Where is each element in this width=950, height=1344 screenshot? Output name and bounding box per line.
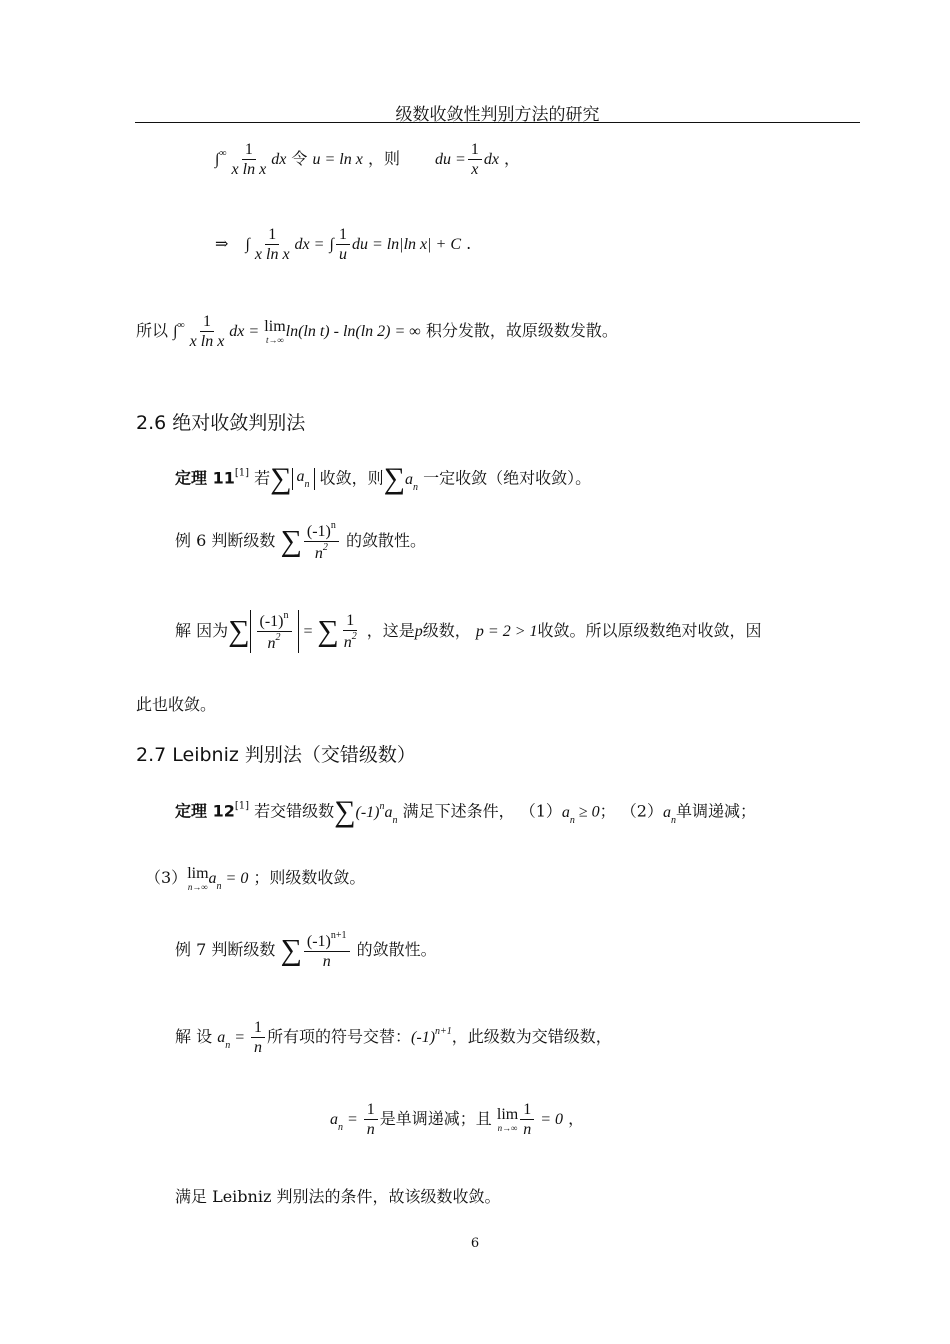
fraction-1-over-u: $\frac{1}{u}$ bbox=[336, 225, 350, 264]
p-condition: p = 2 > 1 bbox=[475, 623, 538, 641]
cond2-label: （2） bbox=[620, 801, 663, 821]
cond3: = 0 bbox=[225, 870, 249, 887]
comma: ， bbox=[504, 149, 521, 169]
substitution: u = ln x bbox=[312, 151, 363, 169]
example-7: 例 7 判断级数 ∑ $\frac{(-1)^{n+1}}{n}$ 的敛散性。 bbox=[175, 930, 437, 971]
series-term-7: $\frac{(-1)^{n+1}}{n}$ bbox=[304, 930, 350, 971]
limit-expression: ln(ln t) - ln(ln 2) = ∞ bbox=[285, 323, 421, 341]
solution-7-label: 解 bbox=[175, 1027, 192, 1047]
example-6: 例 6 判断级数 ∑ $\frac{(-1)^n}{n^2}$ 的敛散性。 bbox=[175, 520, 426, 563]
equation-divergence: 所以 ∫∞ $\frac{1}{\text{x ln x}}$ dx = lim t→∞ ln(ln t) - ln(ln 2) = ∞ 积分发散，故原级数发散。 bbox=[136, 313, 618, 351]
series-term-6: $\frac{(-1)^n}{n^2}$ bbox=[304, 520, 339, 563]
example-7-label: 例 7 bbox=[175, 940, 207, 960]
theorem-12-label: 定理 12 bbox=[175, 801, 235, 821]
integral-symbol: ∫∞ bbox=[215, 148, 227, 169]
p-letter: p bbox=[414, 623, 423, 641]
section-heading-2-6: 2.6 绝对收敛判别法 bbox=[136, 412, 306, 434]
citation-12: [1] bbox=[234, 800, 250, 812]
solution-7-conclusion: 满足 Leibniz 判别法的条件，故该级数收敛。 bbox=[175, 1187, 501, 1206]
example-6-suffix: 的敛散性。 bbox=[345, 531, 426, 551]
is-alternating: ，此级数为交错级数， bbox=[451, 1027, 612, 1047]
fraction-1-over-xlnx-3: $\frac{1}{\text{x ln x}}$ bbox=[189, 313, 225, 351]
header-rule bbox=[135, 122, 860, 123]
divergence-conclusion: 积分发散，故原级数发散。 bbox=[425, 321, 618, 341]
solution-6: 解 因为∑ $\frac{(-1)^n}{n^2}$ = ∑ $\frac{1}{n^2}$ ，这是p级数， p = 2 > 1收敛。所以原级数绝对收敛，因 bbox=[175, 610, 762, 653]
solution-7: 解 设 $a_n$ = $\frac{1}{n}$ 所有项的符号交替：$(-1)^{n+1}$，此级数为交错级数， bbox=[175, 1019, 612, 1057]
running-header: 级数收敛性判别方法的研究 bbox=[395, 105, 600, 125]
theorem-12-cond: 满足下述条件， bbox=[402, 801, 515, 821]
limit-operator: lim t→∞ bbox=[264, 318, 286, 346]
page-number: 6 bbox=[470, 1236, 480, 1251]
cond3-label: （3） bbox=[145, 868, 188, 887]
antiderivative-result: du = ln|ln x| + C bbox=[351, 236, 461, 254]
alternating-text: 所有项的符号交替： bbox=[267, 1027, 412, 1047]
so-text: 所以 bbox=[136, 321, 169, 341]
period: . bbox=[466, 234, 472, 254]
solution-6-pseries: ，这是 bbox=[366, 621, 415, 641]
abs-an: $a_n$ bbox=[292, 468, 315, 490]
citation: [1] bbox=[234, 467, 250, 479]
solution-6-line2: 此也收敛。 bbox=[136, 695, 217, 714]
cond1-label: （1） bbox=[519, 801, 562, 821]
fraction-1-over-x: $\frac{1}{x}$ bbox=[468, 140, 482, 179]
theorem-12-cond3: （3） lim n→∞ $a_n = 0$ ；则级数收敛。 bbox=[145, 865, 366, 892]
solution-6-because: 因为 bbox=[196, 621, 229, 641]
then-text: ，则 bbox=[367, 149, 400, 169]
cond1: ≥ 0 bbox=[578, 803, 600, 821]
example-7-text: 判断级数 bbox=[211, 940, 276, 960]
theorem-11-converge: 收敛，则 bbox=[319, 468, 384, 488]
series-word: 级数， bbox=[422, 621, 471, 641]
du-lhs: du = bbox=[435, 151, 466, 169]
solution-7-monotone: $a_n$ = $\frac{1}{n}$ 是单调递减；且 lim n→∞ $\frac{1}{n}$ = 0 ， bbox=[330, 1101, 585, 1139]
let-text: 令 bbox=[291, 149, 308, 169]
cond2: 单调递减； bbox=[675, 801, 756, 821]
theorem-12: 定理 12[1] 若交错级数$\sum(-1)^na_n$ 满足下述条件， $(1)a_n \ge 0$； $(2)a_n$单调递减； bbox=[175, 795, 756, 828]
implies-symbol: ⇒ bbox=[215, 234, 229, 254]
theorem-11-label: 定理 11 bbox=[175, 468, 235, 488]
section-heading-2-7: 2.7 Leibniz 判别法（交错级数） bbox=[136, 744, 416, 766]
monotone-text: 是单调递减；且 bbox=[379, 1109, 492, 1129]
du-dx: dx bbox=[483, 151, 499, 169]
fraction-1-over-xlnx-2: $\frac{1}{\text{x ln x}}$ bbox=[254, 226, 290, 264]
solution-6-label: 解 bbox=[175, 621, 192, 641]
equation-antiderivative: ⇒ ∫ $\frac{1}{\text{x ln x}}$ dx = ∫ $\frac{1}{u}$ du = ln|ln x| + C . bbox=[215, 226, 472, 264]
theorem-12-if: 若交错级数 bbox=[254, 801, 335, 821]
example-7-suffix: 的敛散性。 bbox=[356, 940, 437, 960]
solution-6-result: 收敛。所以原级数绝对收敛，因 bbox=[537, 621, 762, 641]
solution-7-let: 设 bbox=[196, 1027, 213, 1047]
sep: ； bbox=[599, 801, 616, 821]
theorem-12-conclusion: ；则级数收敛。 bbox=[253, 868, 366, 887]
example-6-label: 例 6 bbox=[175, 531, 207, 551]
theorem-11-if: 若 bbox=[254, 468, 271, 488]
theorem-11: 定理 11[1] 若∑ $a_n$ 收敛，则$\sum a_n$ 一定收敛（绝对收敛）。 bbox=[175, 462, 592, 495]
fraction-1-over-xlnx: $\frac{1}{\text{x ln x}}$ bbox=[231, 141, 267, 179]
theorem-11-result: 一定收敛（绝对收敛）。 bbox=[423, 468, 592, 488]
example-6-text: 判断级数 bbox=[211, 531, 276, 551]
equation-substitution: ∫∞ $\frac{1}{\text{x ln x}}$ dx 令 u = ln x ，则 du = $\frac{1}{x}$ dx ， bbox=[215, 141, 521, 179]
comma-7: ， bbox=[568, 1109, 585, 1129]
